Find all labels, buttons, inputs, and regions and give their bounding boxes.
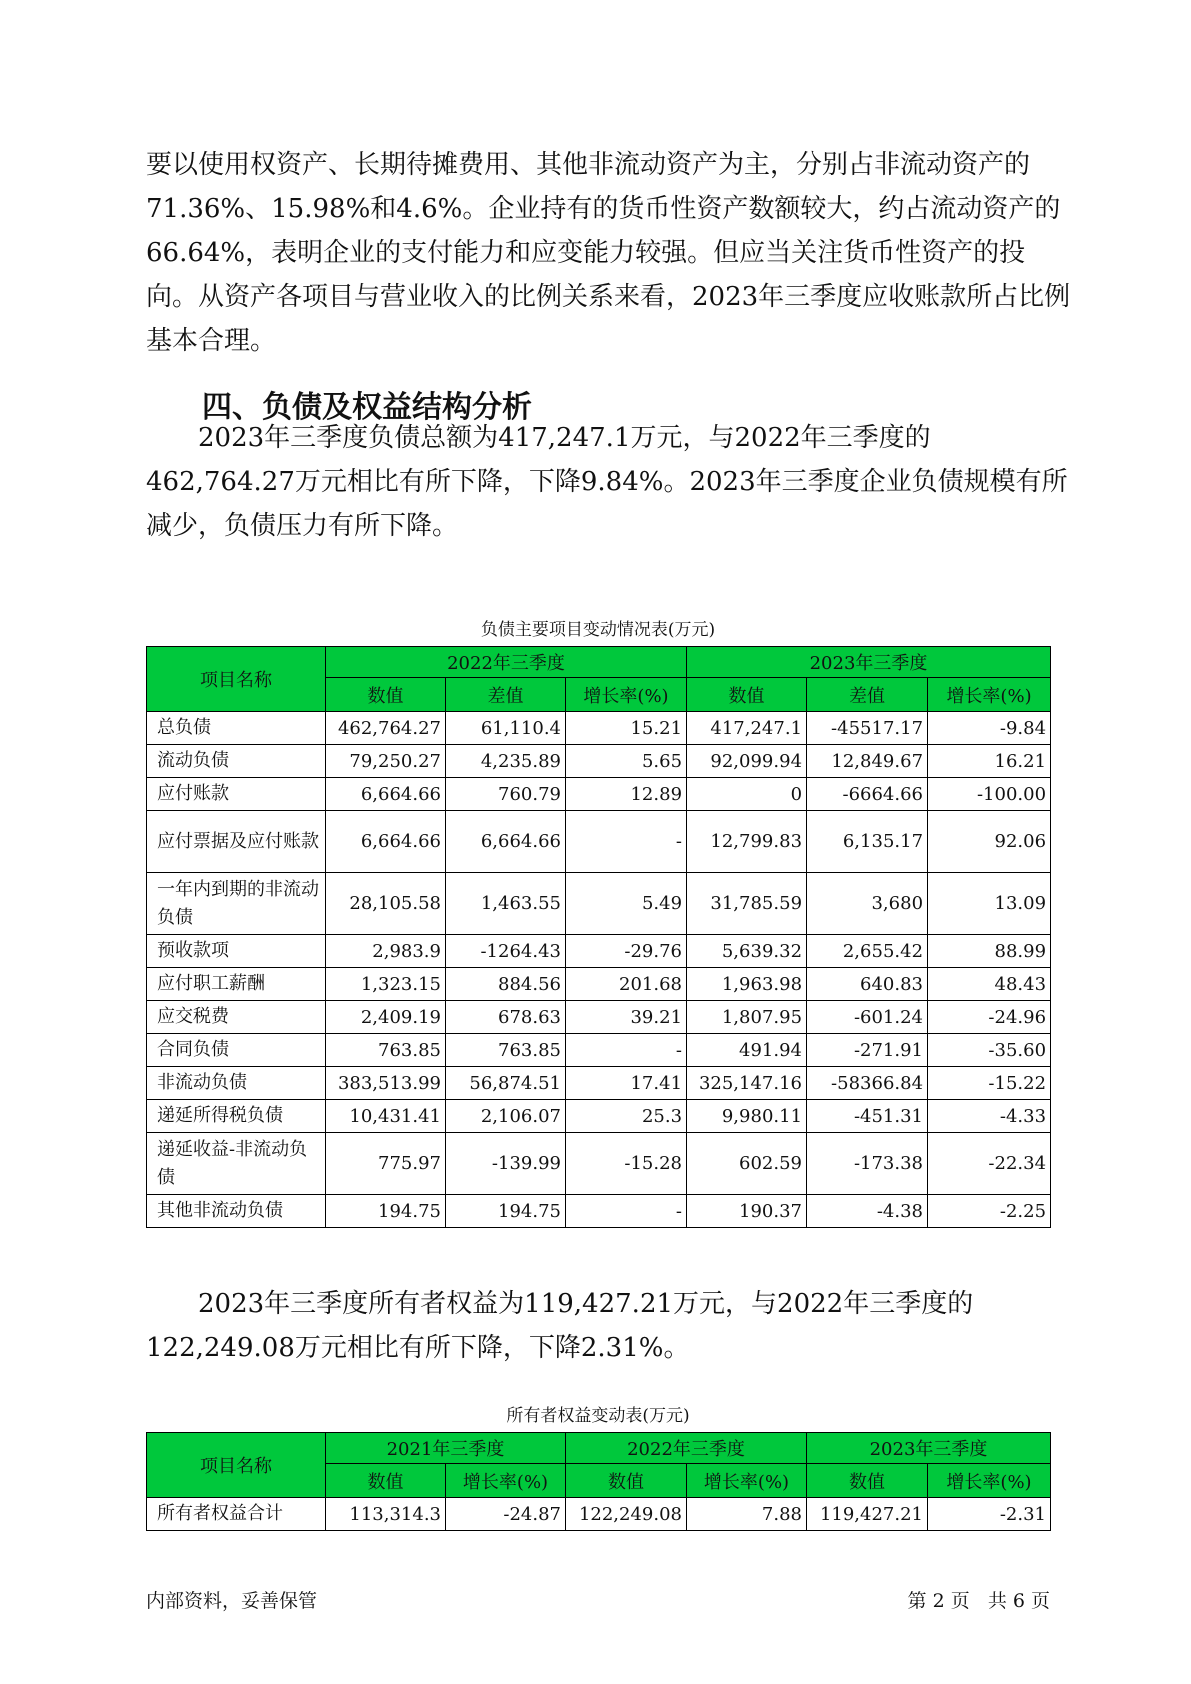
cell-value-2023: 92,099.94: [687, 745, 807, 778]
header-period-2022: 2022年三季度: [566, 1433, 807, 1464]
row-name: 递延所得税负债: [147, 1100, 326, 1133]
header-period-2021: 2021年三季度: [326, 1433, 566, 1464]
cell-diff-2022: 6,664.66: [446, 811, 566, 873]
cell-value-2023: 119,427.21: [807, 1498, 928, 1531]
header-rate: 增长率(%): [928, 1464, 1051, 1498]
table-row: [147, 1498, 1051, 1531]
cell-value-2021: 113,314.3: [326, 1498, 446, 1531]
footer-confidential: 内部资料，妥善保管: [146, 1590, 318, 1612]
header-value: 数值: [687, 678, 807, 712]
cell-value-2022: 2,409.19: [326, 1001, 446, 1034]
cell-rate-2023: -100.00: [928, 778, 1051, 811]
cell-value-2023: 0: [687, 778, 807, 811]
header-diff: 差值: [446, 678, 566, 712]
cell-value-2022: 462,764.27: [326, 712, 446, 745]
header-period-2023: 2023年三季度: [687, 647, 1051, 678]
cell-value-2023: 1,807.95: [687, 1001, 807, 1034]
cell-value-2022: 10,431.41: [326, 1100, 446, 1133]
cell-value-2023: 1,963.98: [687, 968, 807, 1001]
cell-rate-2023: 88.99: [928, 935, 1051, 968]
cell-diff-2022: 194.75: [446, 1195, 566, 1228]
header-diff: 差值: [807, 678, 928, 712]
cell-diff-2023: -173.38: [807, 1133, 928, 1195]
cell-rate-2022: -: [566, 1195, 687, 1228]
cell-value-2023: 190.37: [687, 1195, 807, 1228]
cell-diff-2022: 2,106.07: [446, 1100, 566, 1133]
paragraph-equity-summary: 2023年三季度所有者权益为119,427.21万元，与2022年三季度的122,249.08万元相比有所下降，下降2.31%。: [146, 1289, 974, 1363]
cell-rate-2022: 201.68: [566, 968, 687, 1001]
header-item-name: 项目名称: [147, 647, 326, 712]
header-value: 数值: [326, 678, 446, 712]
cell-diff-2022: 56,874.51: [446, 1067, 566, 1100]
header-item-name: 项目名称: [147, 1433, 326, 1498]
row-name: 其他非流动负债: [147, 1195, 326, 1228]
cell-value-2022: 122,249.08: [566, 1498, 687, 1531]
cell-value-2022: 79,250.27: [326, 745, 446, 778]
cell-rate-2022: 7.88: [687, 1498, 807, 1531]
cell-value-2022: 763.85: [326, 1034, 446, 1067]
row-name: 所有者权益合计: [147, 1498, 326, 1531]
cell-rate-2022: -: [566, 1034, 687, 1067]
cell-diff-2023: -58366.84: [807, 1067, 928, 1100]
cell-rate-2023: -2.31: [928, 1498, 1051, 1531]
header-rate: 增长率(%): [566, 678, 687, 712]
row-name: 应付票据及应付账款: [147, 811, 326, 873]
cell-diff-2023: -45517.17: [807, 712, 928, 745]
cell-rate-2022: 5.65: [566, 745, 687, 778]
cell-rate-2023: 13.09: [928, 873, 1051, 935]
cell-rate-2022: 5.49: [566, 873, 687, 935]
row-name: 流动负债: [147, 745, 326, 778]
header-rate: 增长率(%): [687, 1464, 807, 1498]
cell-rate-2022: -: [566, 811, 687, 873]
cell-value-2023: 417,247.1: [687, 712, 807, 745]
cell-diff-2022: -1264.43: [446, 935, 566, 968]
table-row: [147, 1195, 1051, 1228]
cell-diff-2023: 2,655.42: [807, 935, 928, 968]
cell-rate-2023: 92.06: [928, 811, 1051, 873]
paragraph-liability-summary: 2023年三季度负债总额为417,247.1万元，与2022年三季度的462,764.27万元相比有所下降，下降9.84%。2023年三季度企业负债规模有所减少，负债压力有所下降。: [146, 423, 1068, 541]
table-row: [147, 1100, 1051, 1133]
table-row: [147, 968, 1051, 1001]
liability-table: [146, 646, 1051, 1228]
cell-diff-2023: 640.83: [807, 968, 928, 1001]
cell-value-2022: 2,983.9: [326, 935, 446, 968]
cell-value-2023: 602.59: [687, 1133, 807, 1195]
row-name: 应交税费: [147, 1001, 326, 1034]
table-row: [147, 778, 1051, 811]
liability-table-caption: 负债主要项目变动情况表(万元): [480, 620, 716, 640]
table-row: [147, 712, 1051, 745]
row-name: 应付职工薪酬: [147, 968, 326, 1001]
cell-rate-2023: 16.21: [928, 745, 1051, 778]
row-name: 非流动负债: [147, 1067, 326, 1100]
cell-value-2023: 491.94: [687, 1034, 807, 1067]
header-period-2022: 2022年三季度: [326, 647, 687, 678]
cell-diff-2023: 12,849.67: [807, 745, 928, 778]
cell-diff-2023: -6664.66: [807, 778, 928, 811]
table-row: [147, 1133, 1051, 1195]
row-name: 合同负债: [147, 1034, 326, 1067]
header-period-2023: 2023年三季度: [807, 1433, 1051, 1464]
cell-diff-2023: -451.31: [807, 1100, 928, 1133]
cell-rate-2022: 17.41: [566, 1067, 687, 1100]
row-name: 预收款项: [147, 935, 326, 968]
cell-rate-2023: -24.96: [928, 1001, 1051, 1034]
cell-diff-2022: 1,463.55: [446, 873, 566, 935]
paragraph-asset-structure: 要以使用权资产、长期待摊费用、其他非流动资产为主，分别占非流动资产的71.36%、15.98%和4.6%。企业持有的货币性资产数额较大，约占流动资产的66.64%，表明企业的支付能力和应变能力较强。但应当关注货币性资产的投向。从资产各项目与营业收入的比例关系来看，2023年三季度应收账款所占比例基本合理。: [146, 150, 1071, 356]
cell-rate-2022: 39.21: [566, 1001, 687, 1034]
cell-diff-2023: 3,680: [807, 873, 928, 935]
cell-value-2022: 775.97: [326, 1133, 446, 1195]
cell-diff-2022: 760.79: [446, 778, 566, 811]
liability-table-body: [147, 712, 1051, 1228]
cell-value-2023: 31,785.59: [687, 873, 807, 935]
cell-rate-2022: 15.21: [566, 712, 687, 745]
cell-diff-2022: -139.99: [446, 1133, 566, 1195]
cell-rate-2023: 48.43: [928, 968, 1051, 1001]
footer-page-number: 第 2 页 共 6 页: [907, 1590, 1050, 1612]
cell-diff-2022: 678.63: [446, 1001, 566, 1034]
cell-diff-2022: 4,235.89: [446, 745, 566, 778]
table-row: [147, 1067, 1051, 1100]
row-name: 应付账款: [147, 778, 326, 811]
row-name: 总负债: [147, 712, 326, 745]
table-row: [147, 1034, 1051, 1067]
header-value: 数值: [807, 1464, 928, 1498]
cell-value-2023: 5,639.32: [687, 935, 807, 968]
cell-diff-2022: 884.56: [446, 968, 566, 1001]
cell-diff-2023: -601.24: [807, 1001, 928, 1034]
cell-value-2022: 194.75: [326, 1195, 446, 1228]
equity-table-caption: 所有者权益变动表(万元): [506, 1406, 690, 1426]
cell-diff-2022: 61,110.4: [446, 712, 566, 745]
cell-value-2022: 28,105.58: [326, 873, 446, 935]
cell-diff-2023: -4.38: [807, 1195, 928, 1228]
header-value: 数值: [566, 1464, 687, 1498]
table-row: [147, 745, 1051, 778]
table-row: [147, 873, 1051, 935]
cell-value-2022: 6,664.66: [326, 778, 446, 811]
cell-rate-2022: 12.89: [566, 778, 687, 811]
cell-rate-2023: -2.25: [928, 1195, 1051, 1228]
row-name: 递延收益-非流动负债: [147, 1133, 326, 1195]
cell-rate-2023: -35.60: [928, 1034, 1051, 1067]
cell-rate-2021: -24.87: [446, 1498, 566, 1531]
cell-rate-2022: -15.28: [566, 1133, 687, 1195]
cell-value-2023: 9,980.11: [687, 1100, 807, 1133]
equity-table: [146, 1432, 1051, 1531]
header-rate: 增长率(%): [928, 678, 1051, 712]
cell-value-2023: 325,147.16: [687, 1067, 807, 1100]
cell-rate-2022: 25.3: [566, 1100, 687, 1133]
section-heading: 四、负债及权益结构分析: [202, 390, 532, 425]
row-name: 一年内到期的非流动负债: [147, 873, 326, 935]
cell-value-2022: 6,664.66: [326, 811, 446, 873]
table-row: [147, 935, 1051, 968]
header-value: 数值: [326, 1464, 446, 1498]
cell-rate-2023: -22.34: [928, 1133, 1051, 1195]
table-row: [147, 1001, 1051, 1034]
table-row: [147, 811, 1051, 873]
cell-rate-2023: -9.84: [928, 712, 1051, 745]
header-rate: 增长率(%): [446, 1464, 566, 1498]
cell-value-2023: 12,799.83: [687, 811, 807, 873]
cell-rate-2022: -29.76: [566, 935, 687, 968]
cell-rate-2023: -4.33: [928, 1100, 1051, 1133]
cell-rate-2023: -15.22: [928, 1067, 1051, 1100]
cell-diff-2022: 763.85: [446, 1034, 566, 1067]
cell-diff-2023: -271.91: [807, 1034, 928, 1067]
cell-value-2022: 1,323.15: [326, 968, 446, 1001]
cell-diff-2023: 6,135.17: [807, 811, 928, 873]
cell-value-2022: 383,513.99: [326, 1067, 446, 1100]
